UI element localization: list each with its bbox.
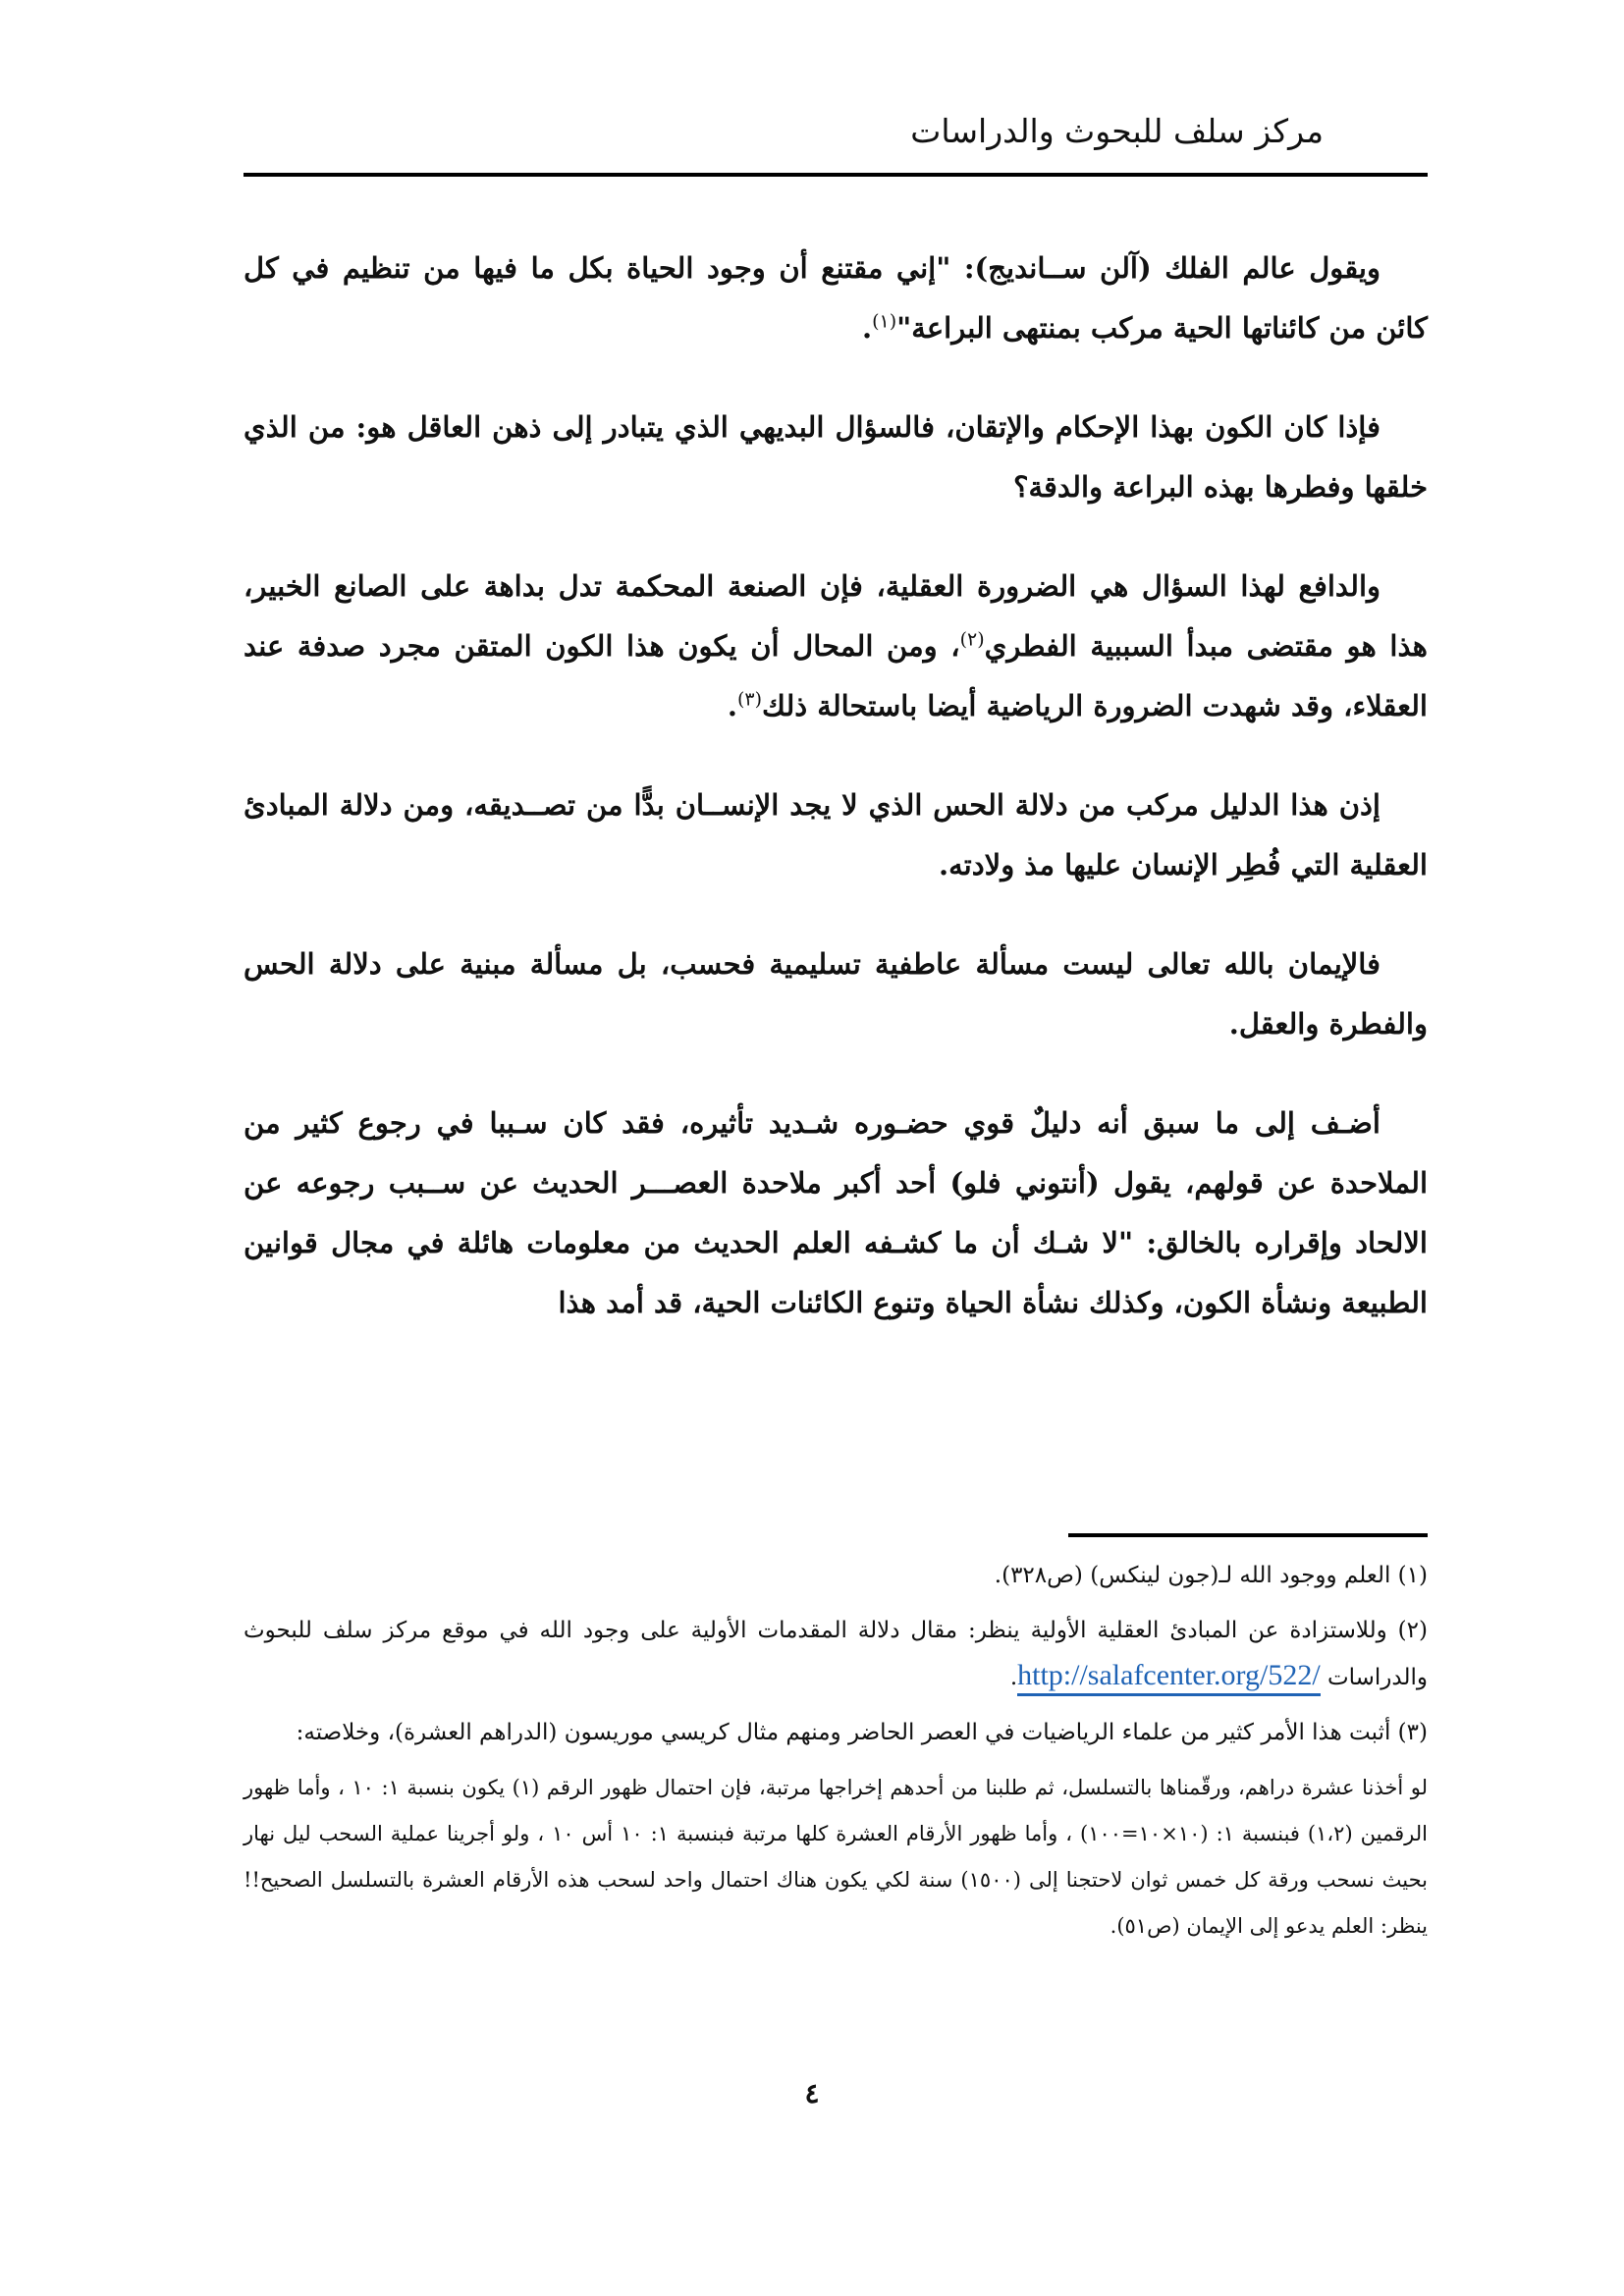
paragraph-3 bbox=[244, 557, 1428, 736]
footnote-ref-1[interactable]: (١) bbox=[872, 310, 897, 333]
salafcenter-link[interactable]: http://salafcenter.org/522/ bbox=[1017, 1659, 1321, 1696]
paragraph-3-end: . bbox=[727, 689, 737, 722]
footnote-ref-3[interactable]: (٣) bbox=[736, 688, 763, 711]
body-text bbox=[244, 239, 1428, 1372]
page-number: ٤ bbox=[804, 2077, 820, 2109]
paragraph-6: أضـف إلى ما سبق أنه دليلٌ قوي حضـوره شـديد تأثيره، فقد كان سـببا في رجوع كثير من الملاحدة عن قولهم، يقول (أنتوني فلو) أحد أكبر ملاحدة العصـــر الحديث عن ســبب رجوعه عن الالحاد وإقراره بالخالق: "لا شـك أن ما كشـفه العلم الحديث من معلومات هائلة في مجال قوانين الطبيعة ونشأة الكون، وكذلك نشأة الحياة وتنوع الكائنات الحية، قد أمد هذا bbox=[244, 1106, 1428, 1319]
paragraph-5: فالإيمان بالله تعالى ليست مسألة عاطفية تسليمية فحسب، بل مسألة مبنية على دلالة الحس والفطرة والعقل. bbox=[244, 947, 1428, 1041]
footnote-3-summary: لو أخذنا عشرة دراهم، ورقّمناها بالتسلسل، ثم طلبنا من أحدهم إخراجها مرتبة، فإن احتمال ظهور الرقم (١) يكون بنسبة ١: ١٠ ، وأما ظهور الرقمين (١،٢) فبنسبة ١: (١٠×١٠=١٠٠) ، وأما ظهور الأرقام العشرة كلها مرتبة فبنسبة ١: ١٠ أس ١٠ ، ولو أجرينا عملية السحب ليل نهار بحيث نسحب ورقة كل خمس ثوان لاحتجنا إلى (١٥٠٠) سنة لكي يكون هناك احتمال واحد لسحب هذه الأرقام العشرة بالتسلسل الصحيح!! ينظر: العلم يدعو إلى الإيمان (ص٥١). bbox=[244, 1776, 1429, 1938]
footnotes bbox=[244, 1553, 1428, 1959]
paragraph-1 bbox=[244, 239, 1428, 358]
footnote-3: (٣) أثبت هذا الأمر كثير من علماء الرياضيات في العصر الحاضر ومنهم مثال كريسي موريسون (الدراهم العشرة)، وخلاصته: bbox=[296, 1720, 1428, 1745]
paragraph-3-text: والدافع لهذا السؤال هي الضرورة العقلية، فإن الصنعة المحكمة تدل بداهة على الصانع الخبير، هذا هو مقتضى مبدأ السببية الفطري bbox=[244, 569, 1428, 663]
paragraph-4: إذن هذا الدليل مركب من دلالة الحس الذي لا يجد الإنســان بدًّا من تصــديقه، ومن دلالة المبادئ العقلية التي فُطِر الإنسان عليها مذ ولادته. bbox=[244, 788, 1428, 881]
footnote-1: (١) العلم ووجود الله لـ(جون لينكس) (ص٣٢٨). bbox=[994, 1563, 1428, 1588]
paragraph-1-text: ويقول عالم الفلك (آلن ســانديج): "إني مقتنع أن وجود الحياة بكل ما فيها من تنظيم في كل كائن من كائناتها الحية مركب بمنتهى البراعة" bbox=[244, 251, 1428, 345]
paragraph-1-end: . bbox=[862, 311, 873, 345]
footnote-separator bbox=[1068, 1533, 1428, 1537]
paragraph-2: فإذا كان الكون بهذا الإحكام والإتقان، فالسؤال البديهي الذي يتبادر إلى ذهن العاقل هو: من الذي خلقها وفطرها بهذه البراعة والدقة؟ bbox=[244, 410, 1428, 504]
footnote-ref-2[interactable]: (٢) bbox=[959, 628, 985, 651]
footnote-2-text: (٢) وللاستزادة عن المبادئ العقلية الأولية ينظر: مقال دلالة المقدمات الأولية على وجود الله في موقع مركز سلف للبحوث والدراسات bbox=[244, 1618, 1428, 1690]
running-header: مركز سلف للبحوث والدراسات bbox=[910, 112, 1324, 150]
header-rule bbox=[244, 173, 1428, 177]
footnote-2 bbox=[244, 1608, 1428, 1700]
paragraph-3-middle: ، ومن المحال أن يكون هذا الكون المتقن مجرد صدفة عند العقلاء، وقد شهدت الضرورة الرياضية أيضا باستحالة ذلك bbox=[244, 629, 1428, 722]
footnote-2-end: . bbox=[1009, 1665, 1018, 1690]
